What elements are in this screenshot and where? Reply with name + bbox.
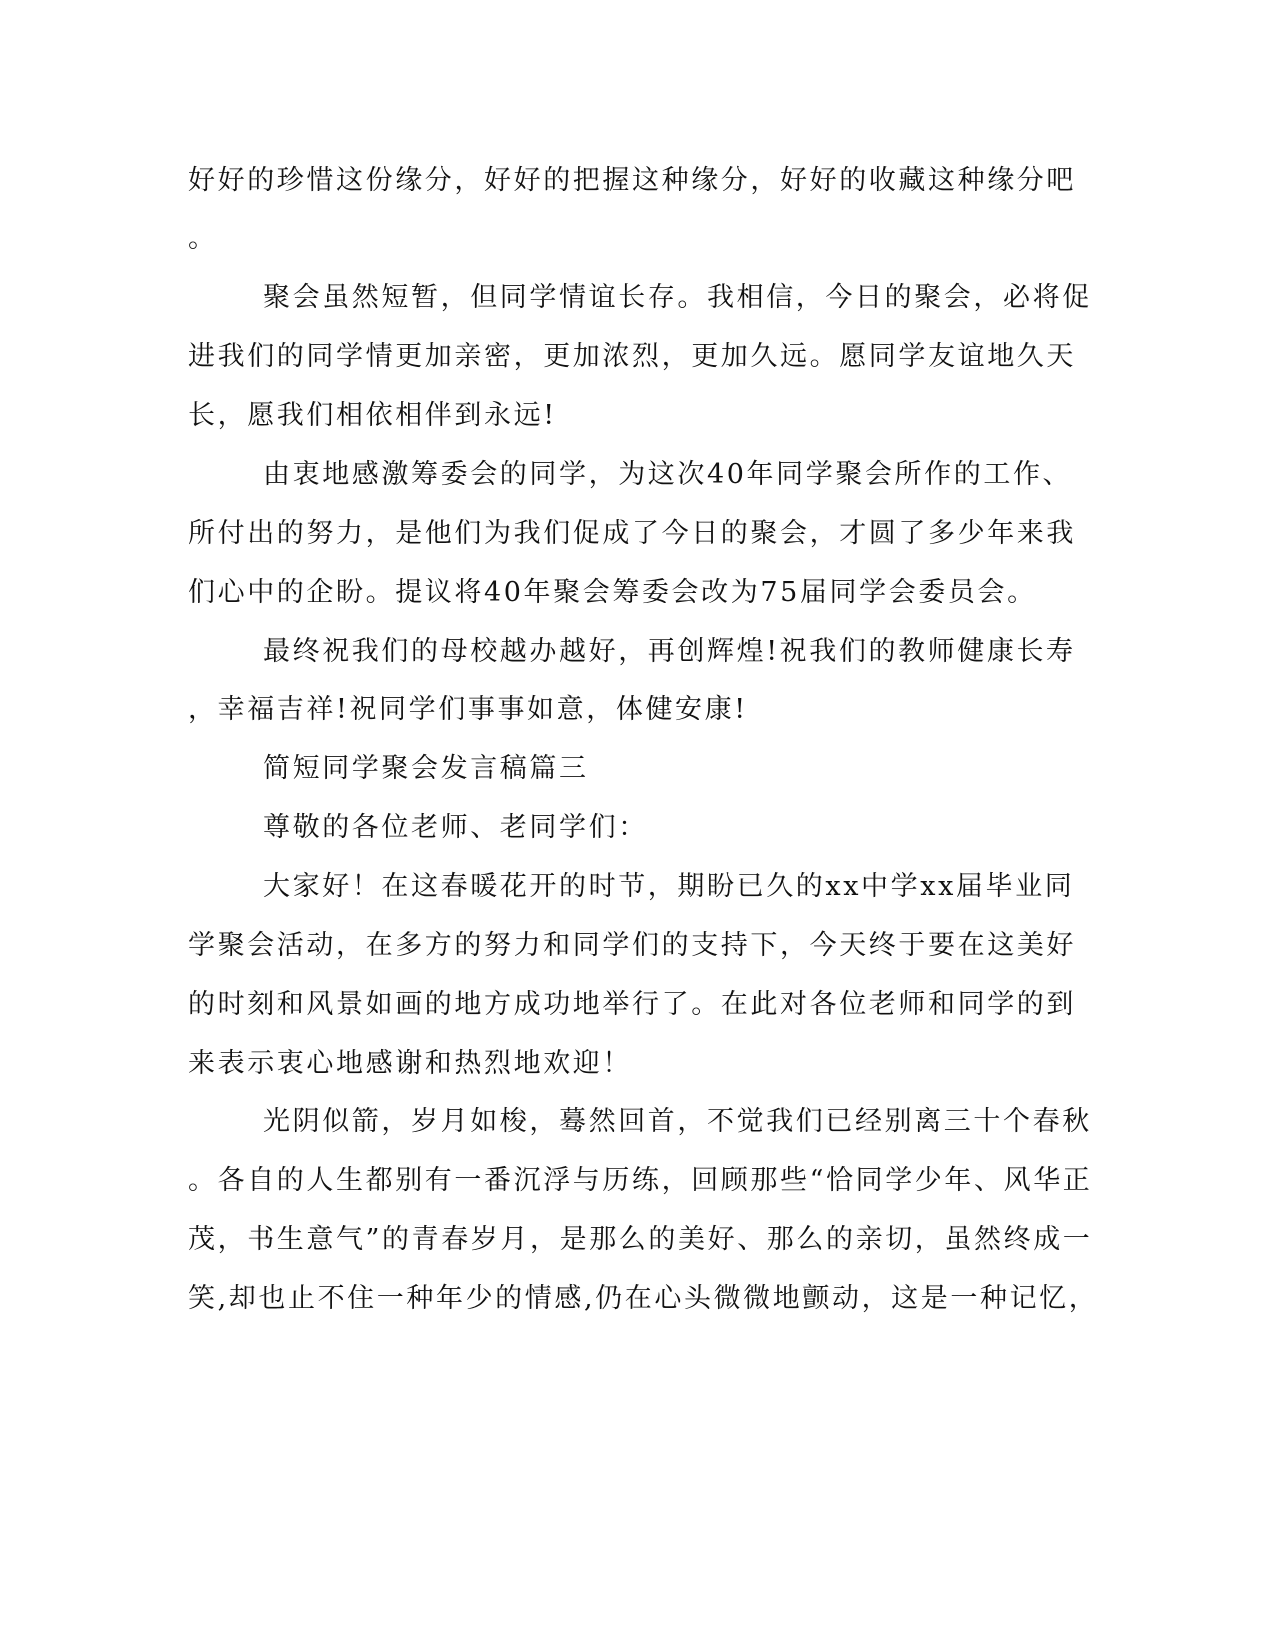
body-text-line: 来表示衷心地感谢和热烈地欢迎！ <box>188 1048 632 1079</box>
paragraph-first-line: 由衷地感激筹委会的同学，为这次40年同学聚会所作的工作、 <box>263 459 1073 490</box>
body-text-line: 长，愿我们相依相伴到永远! <box>188 400 557 431</box>
salutation: 尊敬的各位老师、老同学们： <box>263 812 648 843</box>
body-text-line: 的时刻和风景如画的地方成功地举行了。在此对各位老师和同学的到 <box>188 989 1076 1020</box>
body-text-line: 所付出的努力，是他们为我们促成了今日的聚会，才圆了多少年来我 <box>188 518 1076 549</box>
body-text-line: 进我们的同学情更加亲密，更加浓烈，更加久远。愿同学友谊地久天 <box>188 341 1076 372</box>
body-text-line: 。 <box>188 223 218 254</box>
paragraph-first-line: 大家好！在这春暖花开的时节，期盼已久的xx中学xx届毕业同 <box>263 871 1075 902</box>
paragraph-first-line: 聚会虽然短暂，但同学情谊长存。我相信，今日的聚会，必将促 <box>263 282 1092 313</box>
body-text-line: 好好的珍惜这份缘分，好好的把握这种缘分，好好的收藏这种缘分吧 <box>188 165 1076 196</box>
body-text-line: 笑,却也止不住一种年少的情感,仍在心头微微地颤动，这是一种记忆， <box>188 1283 1099 1314</box>
body-text-line: 。各自的人生都别有一番沉浮与历练，回顾那些“恰同学少年、风华正 <box>188 1165 1093 1196</box>
body-text-line: 学聚会活动，在多方的努力和同学们的支持下，今天终于要在这美好 <box>188 930 1076 961</box>
paragraph-first-line: 光阴似箭，岁月如梭，蓦然回首，不觉我们已经别离三十个春秋 <box>263 1106 1092 1137</box>
body-text-line: 们心中的企盼。提议将40年聚会筹委会改为75届同学会委员会。 <box>188 577 1037 608</box>
body-text-line: 茂，书生意气”的青春岁月，是那么的美好、那么的亲切，虽然终成一 <box>188 1224 1093 1255</box>
body-text-line: ，幸福吉祥!祝同学们事事如意，体健安康! <box>188 694 748 725</box>
paragraph-first-line: 最终祝我们的母校越办越好，再创辉煌!祝我们的教师健康长寿 <box>263 636 1076 667</box>
section-heading: 简短同学聚会发言稿篇三 <box>263 753 589 784</box>
